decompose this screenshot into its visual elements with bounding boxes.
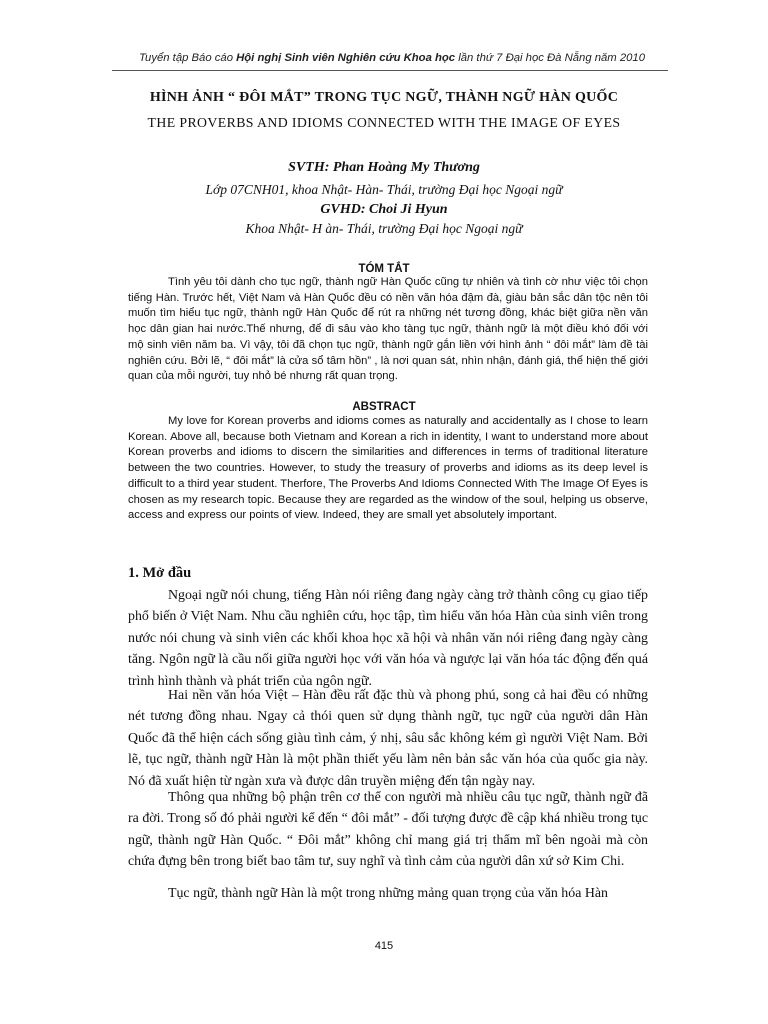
title-english: THE PROVERBS AND IDIOMS CONNECTED WITH THE IMAGE OF EYES bbox=[147, 115, 621, 130]
body-paragraph: Thông qua những bộ phận trên cơ thể con người mà nhiều câu tục ngữ, thành ngữ đã ra đời. Trong số đó phải người kể đến “ đôi mắt” - đối tượng được đề cập khá nhiều trong tục ngữ, thành ngữ Hàn Quốc. “ Đôi mắt” không chỉ mang giá trị thẩm mĩ bên ngoài mà còn chứa đựng bên trong biết bao tâm tư, suy nghĩ và tình cảm của người dân xứ sở Kim Chi. bbox=[128, 790, 648, 870]
running-header bbox=[112, 52, 672, 64]
abstract-text: My love for Korean proverbs and idioms comes as naturally and accidentally as I chose to learn Korean. Above all, because both Vietnam and Korean a rich in identity, I want to understand more about Korean proverbs and idioms to discern the similarities and differences in terms of traditional literature between the two countries. However, to study the treasury of proverbs and idioms as its deep level is difficult to a third year student. Therfore, The Proverbs And Idioms Connected With The Image Of Eyes is chosen as my research topic. Because they are regarded as the window of the soul, helping us observe, access and express our points of view. Indeed, they are small yet absolutely important. bbox=[128, 415, 648, 522]
advisor-affiliation: Khoa Nhật- H àn- Thái, trường Đại học Ngoại ngữ bbox=[245, 221, 523, 236]
body-paragraph: Hai nền văn hóa Việt – Hàn đều rất đặc thù và phong phú, song cả hai đều có những nét tương đồng nhau. Ngay cả thói quen sử dụng thành ngữ, tục ngữ của người dân Hàn Quốc đã thể hiện cách sống giàu tình cảm, ý nhị, sâu sắc không kém gì người Việt Nam. Bởi lẽ, tục ngữ, thành ngữ Hàn là một phần thiết yếu làm nên bản sắc văn hóa của quốc gia này. Nó đã xuất hiện từ ngàn xưa và được dân truyền miệng đến tận ngày nay. bbox=[128, 688, 648, 789]
summary-text: Tình yêu tôi dành cho tục ngữ, thành ngữ Hàn Quốc cũng tự nhiên và tình cờ như việc tôi chọn tiếng Hàn. Trước hết, Việt Nam và Hàn Quốc đều có nền văn hóa đậm đà, giàu bản sắc dân tộc nên tôi muốn tìm hiểu tục ngữ, thành ngữ Hàn Quốc để rút ra những nét tương đồng, khác biệt giữa nền văn học dân gian hai nước.Thế nhưng, để đi sâu vào kho tàng tục ngữ, thành ngữ là một điều khó đối với mộ sinh viên năm ba. Vì vậy, tôi đã chọn tục ngữ, thành ngữ gắn liền với hình ảnh “ đôi mắt” làm đề tài nghiên cứu. Bởi lẽ, “ đôi mắt” là cửa sổ tâm hồn” , là nơi quan sát, nhìn nhận, đánh giá, thể hiện thế giới quan của mỗi người, tuy nhỏ bé nhưng rất quan trọng. bbox=[128, 276, 648, 383]
abstract-heading: ABSTRACT bbox=[352, 401, 416, 413]
page-number: 415 bbox=[374, 940, 394, 952]
body-paragraph: Tục ngữ, thành ngữ Hàn là một trong những mảng quan trọng của văn hóa Hàn bbox=[168, 886, 608, 901]
student-name: SVTH: Phan Hoàng My Thương bbox=[288, 160, 480, 175]
section-heading: 1. Mở đầu bbox=[128, 565, 192, 581]
header-conference: Hội nghị Sinh viên Nghiên cứu Khoa học bbox=[236, 52, 456, 64]
summary-heading: TÓM TẮT bbox=[358, 263, 410, 275]
header-prefix: Tuyển tập Báo cáo bbox=[138, 52, 237, 64]
advisor-name: GVHD: Choi Ji Hyun bbox=[320, 202, 448, 217]
body-paragraph: Ngoại ngữ nói chung, tiếng Hàn nói riêng đang ngày càng trở thành công cụ giao tiếp phổ biến ở Việt Nam. Nhu cầu nghiên cứu, học tập, tìm hiểu văn hóa Hàn của sinh viên trong nước nói chung và sinh viên các khối khoa học xã hội và nhân văn nói riêng đang ngày càng tăng. Ngôn ngữ là cầu nối giữa người học với văn hóa và ngược lại văn hóa tác động đến quá trình hình thành và phát triển của ngôn ngữ. bbox=[128, 588, 648, 689]
title-vietnamese: HÌNH ẢNH “ ĐÔI MẮT” TRONG TỤC NGỮ, THÀNH NGỮ HÀN QUỐC bbox=[149, 90, 619, 105]
student-affiliation: Lớp 07CNH01, khoa Nhật- Hàn- Thái, trường Đại học Ngoại ngữ bbox=[205, 182, 563, 197]
header-suffix: lần thứ 7 Đại học Đà Nẵng năm 2010 bbox=[455, 52, 645, 64]
header-rule bbox=[112, 70, 668, 71]
